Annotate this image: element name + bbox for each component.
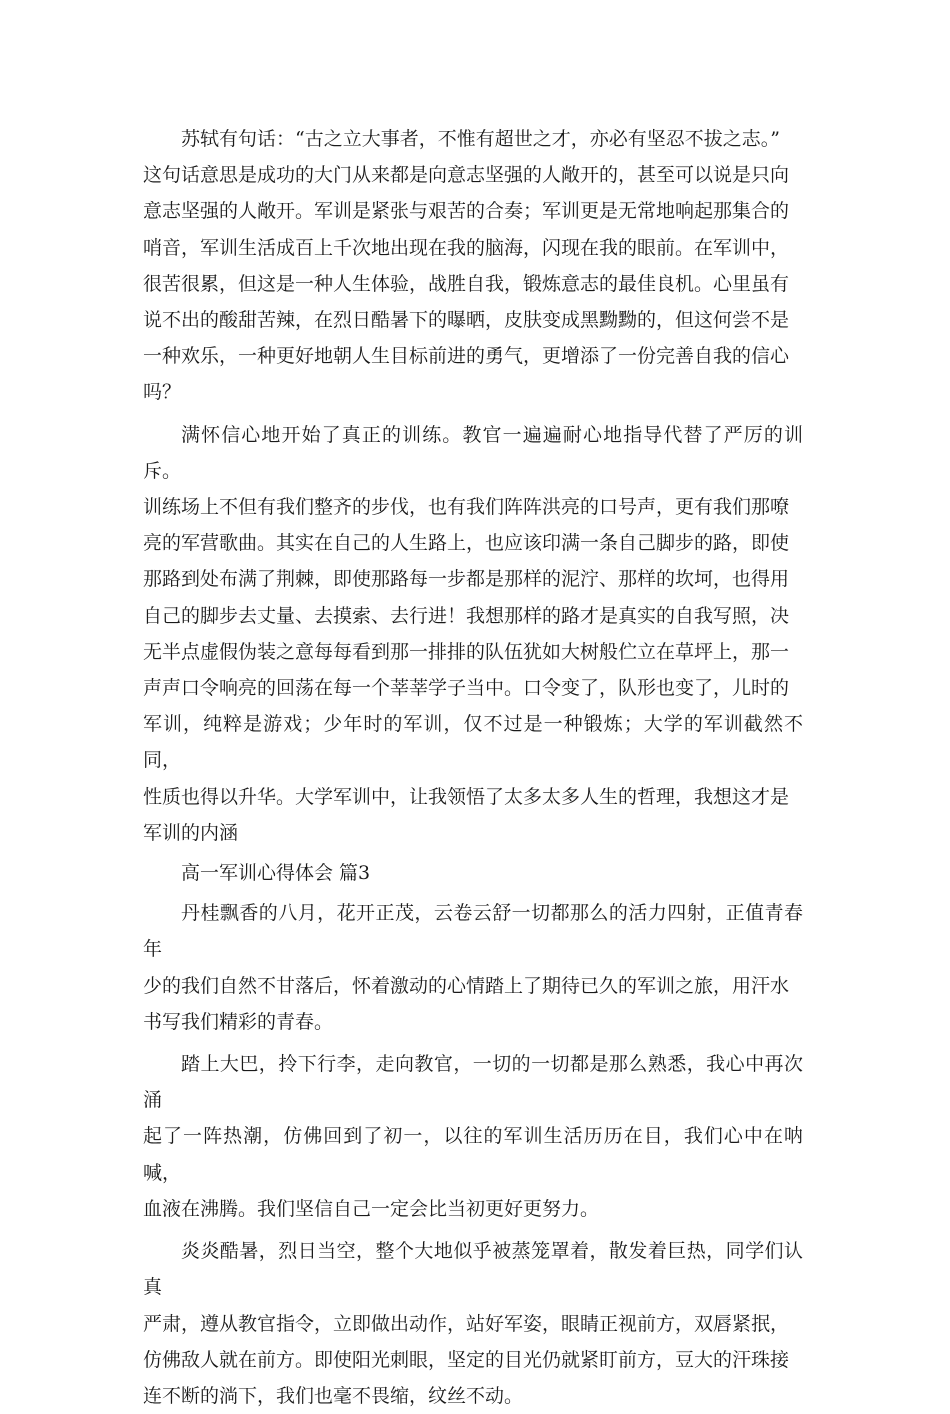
paragraph-august: 丹桂飘香的八月，花开正茂，云卷云舒一切都那么的活力四射，正值青春年 少的我们自然不甘落后，怀着激动的心情踏上了期待已久的军训之旅，用汗水 书写我们精彩的青春。: [143, 902, 803, 1033]
paragraph-hot-summer: 炎炎酷暑，烈日当空，整个大地似乎被蒸笼罩着，散发着巨热，同学们认真 严肃，遵从教官指令，立即做出动作，站好军姿，眼睛正视前方，双唇紧抿， 仿佛敌人就在前方。即使阳光刺眼，坚定的目光仍就紧盯前方，豆大的汗珠接 连不断的淌下，我们也毫不畏缩，纹丝不动。: [143, 1240, 803, 1407]
paragraph-training-begins: 满怀信心地开始了真正的训练。教官一遍遍耐心地指导代替了严厉的训斥。 训练场上不但有我们整齐的步伐，也有我们阵阵洪亮的口号声，更有我们那嘹 亮的军营歌曲。其实在自己的人生路上，也应该印满一条自己脚步的路，即使 那路到处布满了荆棘，即使那路每一步都是那样的泥泞、那样的坎坷，也得用 自己的脚步去丈量、去摸索、去行进！我想那样的路才是真实的自我写照，决 无半点虚假伪装之意每每看到那一排排的队伍犹如大树般伫立在草坪上，那一 声声口令响亮的回荡在每一个莘莘学子当中。口令变了，队形也变了，儿时的 军训，纯粹是游戏；少年时的军训，仅不过是一种锻炼；大学的军训截然不同， 性质也得以升华。大学军训中，让我领悟了太多太多人生的哲理，我想这才是 军训的内涵: [143, 423, 803, 844]
document-body: [143, 121, 803, 1414]
section-heading: 高一军训心得体会 篇3: [181, 862, 371, 885]
paragraph-su-shi-quote: 苏轼有句话：“古之立大事者，不惟有超世之才，亦必有坚忍不拔之志。” 这句话意思是成功的大门从来都是向意志坚强的人敞开的，甚至可以说是只向 意志坚强的人敞开。军训是紧张与艰苦的合奏；军训更是无常地响起那集合的 哨音，军训生活成百上千次地出现在我的脑海，闪现在我的眼前。在军训中， 很苦很累，但这是一种人生体验，战胜自我，锻炼意志的最佳良机。心里虽有 说不出的酸甜苦辣，在烈日酷暑下的曝晒，皮肤变成黑黝黝的，但这何尝不是 一种欢乐，一种更好地朝人生目标前进的勇气，更增添了一份完善自我的信心 吗？: [143, 128, 790, 404]
paragraph-bus-arrival: 踏上大巴，拎下行李，走向教官，一切的一切都是那么熟悉，我心中再次涌 起了一阵热潮，仿佛回到了初一，以往的军训生活历历在目，我们心中在呐喊， 血液在沸腾。我们坚信自己一定会比当初更好更努力。: [143, 1053, 803, 1220]
